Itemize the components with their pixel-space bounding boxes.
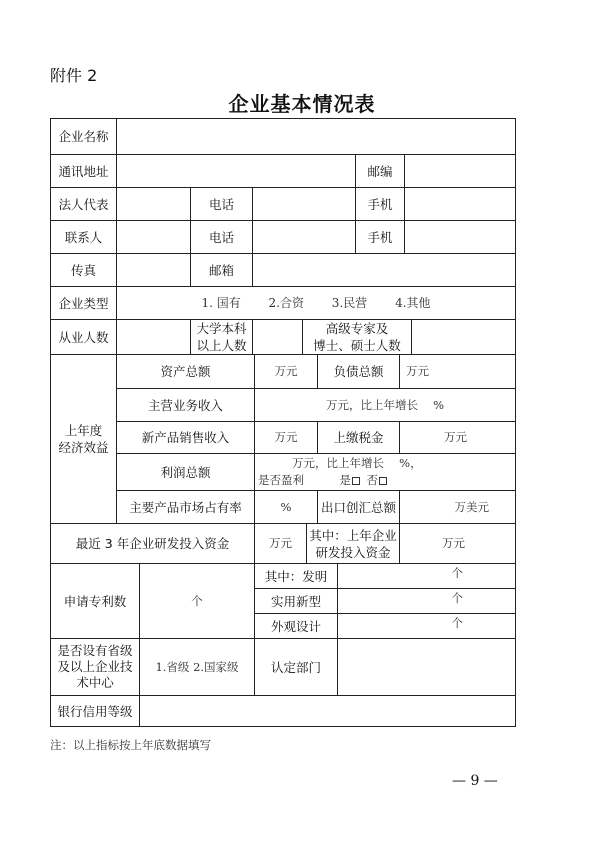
tech-center-options[interactable]: 1.省级 2.国家级 xyxy=(155,659,239,674)
experts-label-line1: 高级专家及 xyxy=(325,321,389,336)
invention-label: 其中：发明 xyxy=(264,568,328,584)
contact-phone-field[interactable] xyxy=(253,221,355,253)
tech-center-line3: 术中心 xyxy=(76,675,114,690)
utility-model-label: 实用新型 xyxy=(270,593,321,609)
main-revenue-label: 主营业务收入 xyxy=(147,397,223,413)
email-label: 邮箱 xyxy=(208,262,234,278)
patents-label: 申请专利数 xyxy=(63,593,127,609)
legal-rep-label: 法人代表 xyxy=(58,196,109,212)
bachelor-label-line1: 大学本科 xyxy=(196,321,247,336)
rd-last-year-label xyxy=(307,524,399,563)
total-profit-value[interactable] xyxy=(258,455,514,490)
tech-center-label xyxy=(51,639,139,695)
contact-mobile-label: 手机 xyxy=(367,229,393,245)
company-type-label: 企业类型 xyxy=(58,295,109,311)
total-assets-label: 资产总额 xyxy=(160,364,211,379)
export-earnings-label: 出口创汇总额 xyxy=(320,499,396,515)
main-revenue-value[interactable]: 万元，比上年增长 % xyxy=(325,397,445,412)
experts-label xyxy=(303,320,411,354)
bachelor-field[interactable] xyxy=(253,320,302,354)
export-earnings-unit-text: 万美元 xyxy=(454,499,489,514)
contact-mobile-field[interactable] xyxy=(405,221,515,253)
taxes-paid-unit-text: 万元 xyxy=(444,430,467,444)
company-name-label: 企业名称 xyxy=(58,129,109,144)
total-profit-label: 利润总额 xyxy=(160,464,211,480)
profitable-label: 是否盈利 xyxy=(258,473,304,487)
rd-investment-label: 最近 3 年企业研发投入资金 xyxy=(75,536,230,551)
email-field[interactable] xyxy=(253,254,515,286)
phone-label: 电话 xyxy=(208,196,234,212)
rd-investment-unit[interactable]: 万元 xyxy=(269,536,292,550)
profit-no-label: 否 xyxy=(366,473,378,487)
export-earnings-unit[interactable] xyxy=(400,491,515,523)
col-divider xyxy=(254,453,255,491)
page-number: — 9 — xyxy=(452,773,498,789)
postcode-field[interactable] xyxy=(405,155,515,187)
rd-last-year-line2: 研发投入资金 xyxy=(315,544,391,560)
employees-label: 从业人数 xyxy=(58,329,109,345)
rd-last-year-unit[interactable] xyxy=(400,524,515,563)
new-product-sales-label: 新产品销售收入 xyxy=(141,430,230,445)
design-patent-unit[interactable] xyxy=(338,611,515,635)
cert-dept-label: 认定部门 xyxy=(270,659,321,675)
economic-benefit-line1: 上年度 xyxy=(64,423,103,438)
contact-label: 联系人 xyxy=(64,229,103,245)
economic-benefit-line2: 经济效益 xyxy=(58,440,109,455)
utility-model-unit-text: 个 xyxy=(451,590,463,605)
profitable-question xyxy=(258,472,514,489)
design-patent-label: 外观设计 xyxy=(270,618,321,634)
table-border-right xyxy=(515,118,516,727)
company-name-field[interactable] xyxy=(117,119,515,154)
market-share-unit[interactable]: % xyxy=(280,499,292,514)
taxes-paid-unit[interactable] xyxy=(400,422,515,453)
legal-rep-field[interactable] xyxy=(117,188,190,220)
rd-last-year-line1: 其中：上年企业 xyxy=(309,527,397,543)
total-liabilities-unit[interactable]: 万元 xyxy=(406,364,429,378)
taxes-paid-label: 上缴税金 xyxy=(333,430,384,445)
tech-center-line1: 是否设有省级 xyxy=(57,643,133,658)
cert-dept-field[interactable] xyxy=(338,639,515,695)
profit-no-checkbox[interactable] xyxy=(379,477,387,485)
profit-growth-text: 万元，比上年增长 %， xyxy=(292,456,422,470)
address-field[interactable] xyxy=(117,155,355,187)
bachelor-label xyxy=(191,320,252,354)
fax-label: 传真 xyxy=(70,262,96,278)
experts-field[interactable] xyxy=(412,320,515,354)
invention-unit-text: 个 xyxy=(451,565,463,580)
profit-yes-checkbox[interactable] xyxy=(352,477,360,485)
bank-credit-field[interactable] xyxy=(140,696,515,726)
postcode-label: 邮编 xyxy=(367,163,393,179)
employees-field[interactable] xyxy=(117,320,190,354)
design-patent-unit-text: 个 xyxy=(451,615,463,630)
company-type-options[interactable]: 1. 国有 2.合资 3.民营 4.其他 xyxy=(201,295,431,310)
profit-yes-label: 是 xyxy=(339,473,351,487)
mobile-label: 手机 xyxy=(367,196,393,212)
total-liabilities-label: 负债总额 xyxy=(333,364,384,379)
fax-field[interactable] xyxy=(117,254,190,286)
new-product-sales-unit[interactable]: 万元 xyxy=(274,430,298,444)
market-share-label: 主要产品市场占有率 xyxy=(129,499,242,515)
bank-credit-label: 银行信用等级 xyxy=(57,703,133,719)
attachment-label: 附件 2 xyxy=(50,66,98,85)
utility-model-unit[interactable] xyxy=(338,586,515,610)
patents-total-unit[interactable]: 个 xyxy=(191,593,203,608)
bachelor-label-line2: 以上人数 xyxy=(196,338,247,353)
mobile-field[interactable] xyxy=(405,188,515,220)
experts-label-line2: 博士、硕士人数 xyxy=(313,338,401,353)
contact-field[interactable] xyxy=(117,221,190,253)
address-label: 通讯地址 xyxy=(58,163,109,179)
table-border-bottom xyxy=(50,726,516,727)
total-assets-unit[interactable]: 万元 xyxy=(274,364,298,378)
footnote: 注：以上指标按上年底数据填写 xyxy=(50,738,211,752)
invention-unit[interactable] xyxy=(338,561,515,585)
economic-benefit-label xyxy=(51,355,116,523)
tech-center-line2: 及以上企业技 xyxy=(57,659,133,674)
page-title: 企业基本情况表 xyxy=(228,92,376,116)
contact-phone-label: 电话 xyxy=(208,229,234,245)
phone-field[interactable] xyxy=(253,188,355,220)
rd-last-year-unit-text: 万元 xyxy=(442,536,465,550)
